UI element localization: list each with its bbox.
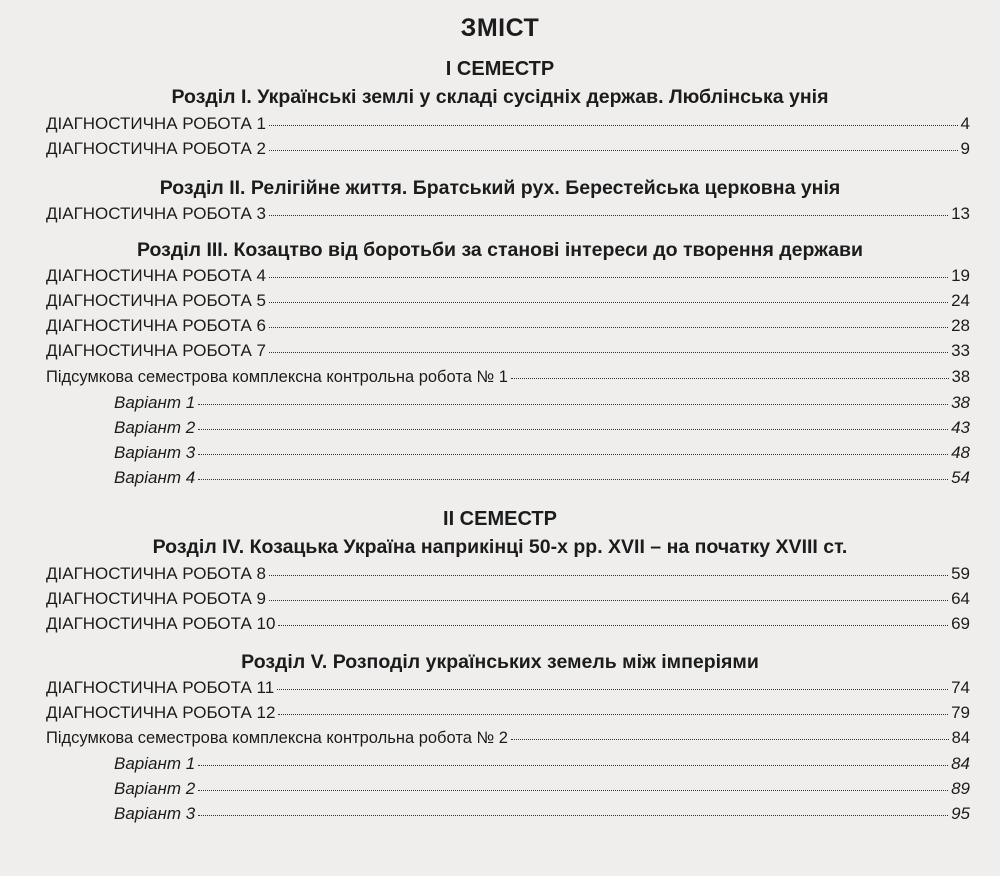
dot-leader xyxy=(269,150,958,151)
toc-entry-variant[interactable] xyxy=(114,754,970,776)
toc-entry-page: 89 xyxy=(951,779,970,798)
toc-entry-page: 79 xyxy=(951,703,970,722)
toc-entry[interactable] xyxy=(46,291,970,313)
dot-leader xyxy=(269,575,948,576)
dot-leader xyxy=(511,378,949,379)
dot-leader xyxy=(198,790,948,791)
toc-entry[interactable] xyxy=(46,139,970,161)
toc-entry-label: Варіант 1 xyxy=(114,393,196,412)
toc-entry-variant[interactable] xyxy=(114,468,970,490)
toc-entry-label: Варіант 3 xyxy=(114,443,196,462)
toc-entry[interactable] xyxy=(46,204,970,226)
toc-entry[interactable] xyxy=(46,614,970,636)
toc-entry-summary[interactable] xyxy=(46,368,970,390)
toc-entry-label: Підсумкова семестрова комплексна контрольна робота № 1 xyxy=(46,368,508,386)
toc-entry-page: 64 xyxy=(951,589,970,608)
toc-entry[interactable] xyxy=(46,589,970,611)
dot-leader xyxy=(278,714,948,715)
toc-entry[interactable] xyxy=(46,316,970,338)
dot-leader xyxy=(269,327,948,328)
toc-entry-label: ДІАГНОСТИЧНА РОБОТА 2 xyxy=(46,139,266,158)
dot-leader xyxy=(511,739,949,740)
toc-entry[interactable] xyxy=(46,564,970,586)
dot-leader xyxy=(277,689,948,690)
toc-entry-variant[interactable] xyxy=(114,393,970,415)
section-2-title: Розділ ІІ. Релігійне життя. Братський рух. Берестейська церковна унія xyxy=(159,177,841,199)
toc-entry-page: 74 xyxy=(951,678,970,697)
toc-entry-label: ДІАГНОСТИЧНА РОБОТА 12 xyxy=(46,703,276,722)
toc-entry-page: 48 xyxy=(951,443,970,462)
section-1-title: Розділ І. Українські землі у складі сусідніх держав. Люблінська унія xyxy=(171,86,829,108)
dot-leader xyxy=(198,404,948,405)
toc-entry-label: Варіант 3 xyxy=(114,804,196,823)
toc-entry-variant[interactable] xyxy=(114,779,970,801)
toc-entry-label: Підсумкова семестрова комплексна контрольна робота № 2 xyxy=(46,729,508,747)
toc-entry-label: ДІАГНОСТИЧНА РОБОТА 10 xyxy=(46,614,276,633)
toc-entry-page: 84 xyxy=(951,729,970,747)
semester-1-heading: І СЕМЕСТР xyxy=(445,58,555,80)
toc-entry-page: 69 xyxy=(951,614,970,633)
dot-leader xyxy=(198,479,948,480)
semester-2-heading: ІІ СЕМЕСТР xyxy=(443,508,557,530)
section-3-title: Розділ ІІІ. Козацтво від боротьби за станові інтереси до творення держави xyxy=(136,239,864,261)
toc-entry-label: ДІАГНОСТИЧНА РОБОТА 9 xyxy=(46,589,266,608)
toc-entry-page: 38 xyxy=(951,393,970,412)
toc-entry[interactable] xyxy=(46,114,970,136)
dot-leader xyxy=(269,125,958,126)
toc-entry-summary[interactable] xyxy=(46,729,970,751)
toc-entry-page: 19 xyxy=(951,266,970,285)
toc-entry-label: ДІАГНОСТИЧНА РОБОТА 1 xyxy=(46,114,266,133)
toc-entry-page: 38 xyxy=(951,368,970,386)
dot-leader xyxy=(269,352,948,353)
toc-entry-page: 54 xyxy=(951,468,970,487)
dot-leader xyxy=(198,765,948,766)
page-title: ЗМІСТ xyxy=(460,14,540,42)
toc-entry-label: ДІАГНОСТИЧНА РОБОТА 5 xyxy=(46,291,266,310)
toc-entry[interactable] xyxy=(46,266,970,288)
toc-entry-page: 95 xyxy=(951,804,970,823)
toc-entry-page: 9 xyxy=(960,139,970,158)
toc-entry-label: Варіант 2 xyxy=(114,418,196,437)
dot-leader xyxy=(198,429,948,430)
toc-entry[interactable] xyxy=(46,678,970,700)
dot-leader xyxy=(269,600,948,601)
section-5-title: Розділ V. Розподіл українських земель між імперіями xyxy=(241,651,759,673)
toc-entry-label: ДІАГНОСТИЧНА РОБОТА 6 xyxy=(46,316,266,335)
toc-entry[interactable] xyxy=(46,341,970,363)
toc-entry-page: 4 xyxy=(960,114,970,133)
toc-entry-page: 13 xyxy=(951,204,970,223)
toc-entry-label: Варіант 1 xyxy=(114,754,196,773)
toc-entry[interactable] xyxy=(46,703,970,725)
dot-leader xyxy=(198,815,948,816)
toc-entry-variant[interactable] xyxy=(114,443,970,465)
toc-entry-page: 43 xyxy=(951,418,970,437)
section-4-title: Розділ IV. Козацька Україна наприкінці 50-х рр. XVII – на початку XVIII ст. xyxy=(152,536,848,558)
toc-entry-label: Варіант 4 xyxy=(114,468,196,487)
toc-entry-page: 59 xyxy=(951,564,970,583)
toc-entry-label: ДІАГНОСТИЧНА РОБОТА 7 xyxy=(46,341,266,360)
dot-leader xyxy=(269,302,948,303)
dot-leader xyxy=(269,215,948,216)
toc-entry-label: ДІАГНОСТИЧНА РОБОТА 3 xyxy=(46,204,266,223)
toc-entry-label: ДІАГНОСТИЧНА РОБОТА 4 xyxy=(46,266,266,285)
toc-entry-variant[interactable] xyxy=(114,804,970,826)
toc-entry-label: Варіант 2 xyxy=(114,779,196,798)
dot-leader xyxy=(278,625,948,626)
dot-leader xyxy=(198,454,948,455)
toc-entry-page: 28 xyxy=(951,316,970,335)
dot-leader xyxy=(269,277,948,278)
toc-entry-page: 24 xyxy=(951,291,970,310)
toc-entry-label: ДІАГНОСТИЧНА РОБОТА 8 xyxy=(46,564,266,583)
toc-entry-page: 33 xyxy=(951,341,970,360)
toc-entry-page: 84 xyxy=(951,754,970,773)
toc-entry-variant[interactable] xyxy=(114,418,970,440)
toc-entry-label: ДІАГНОСТИЧНА РОБОТА 11 xyxy=(46,678,275,697)
